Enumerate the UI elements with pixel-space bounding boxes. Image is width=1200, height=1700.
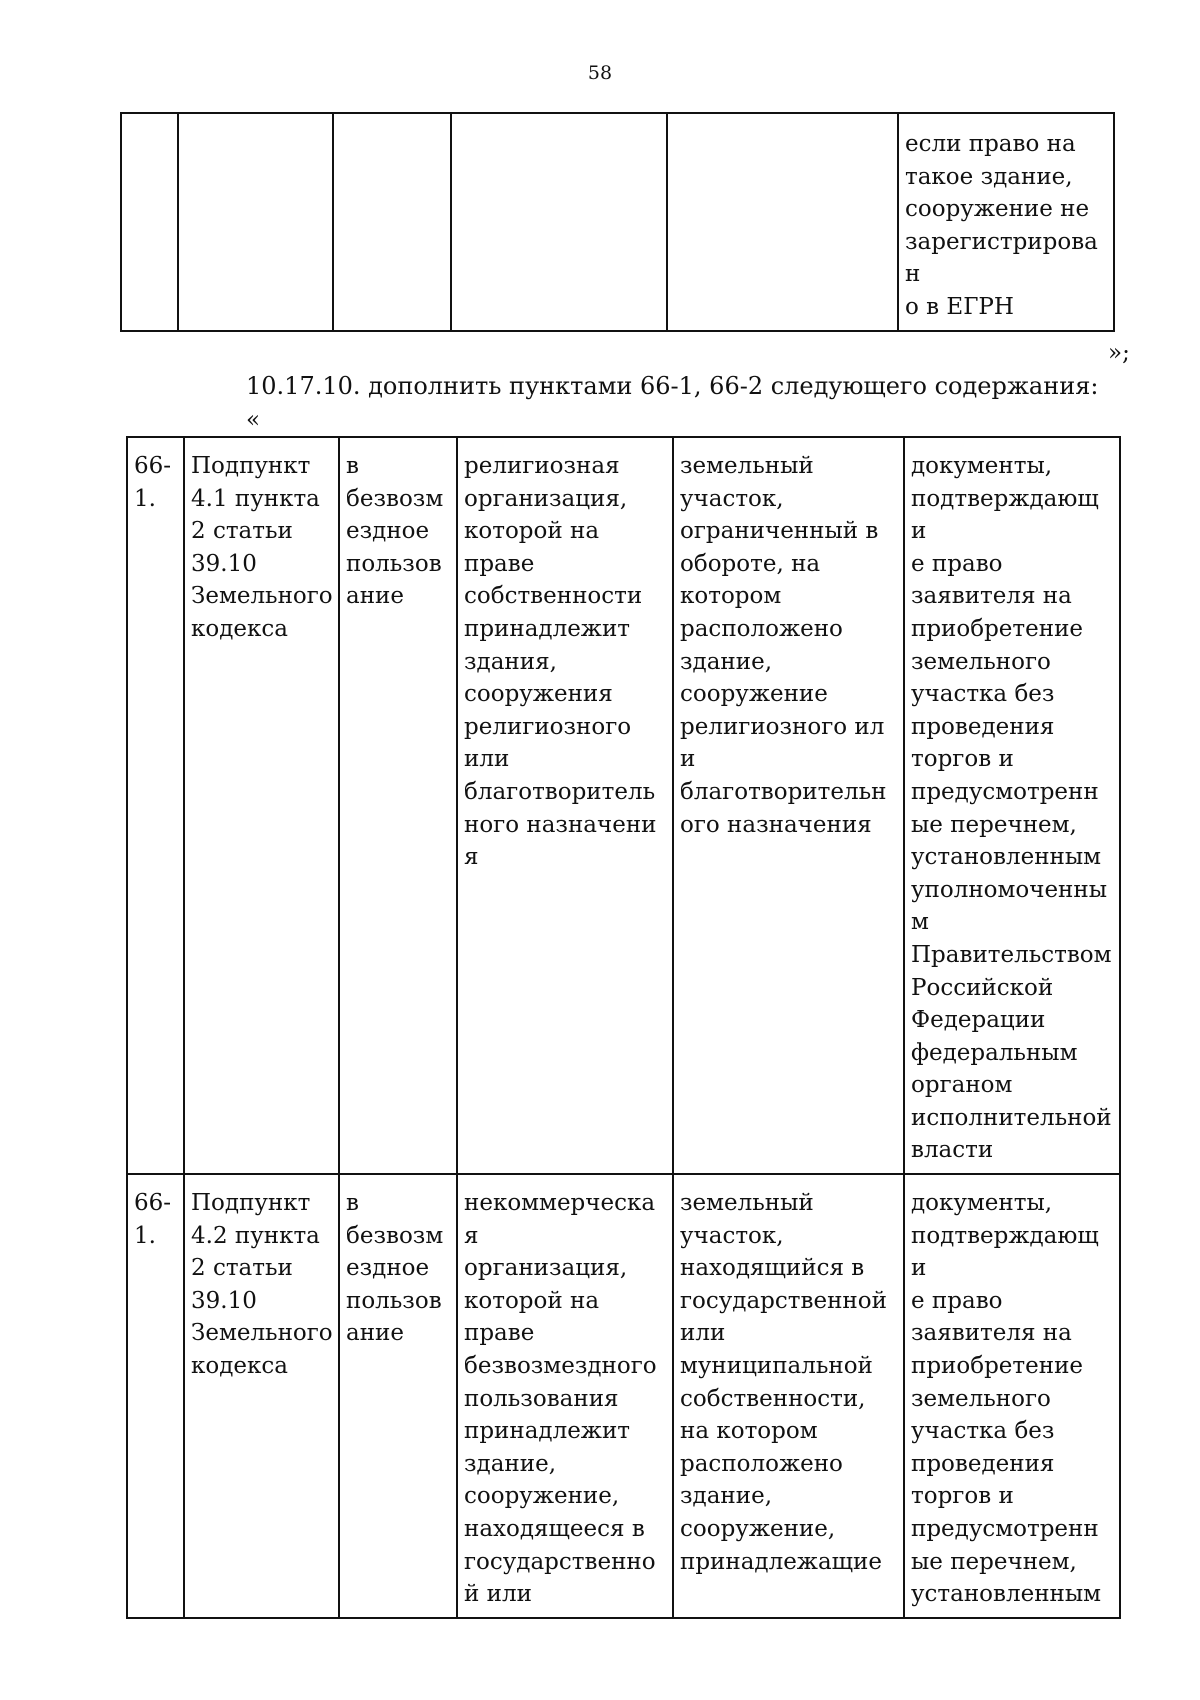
land-plot-cell bbox=[673, 1174, 904, 1618]
right-type-cell bbox=[339, 1174, 457, 1618]
empty-cell bbox=[667, 113, 898, 331]
cell-text: 66- 1. bbox=[134, 453, 172, 512]
amendment-instruction: 10.17.10. дополнить пунктами 66-1, 66-2 следующего содержания: bbox=[246, 372, 1099, 400]
cell-text: религиозная организация, которой на праве собственности принадлежит здания, сооружения религиозного или благотворитель ного назначения bbox=[464, 453, 657, 871]
documents-cell bbox=[904, 1174, 1120, 1618]
item-number-cell bbox=[127, 437, 184, 1174]
cell-text: Подпункт 4.2 пункта 2 статьи 39.10 Земельного кодекса bbox=[191, 1190, 333, 1380]
cell-text: в безвозм ездное пользов ание bbox=[346, 453, 444, 610]
empty-cell bbox=[121, 113, 178, 331]
table-row bbox=[127, 437, 1120, 1174]
table-row bbox=[127, 1174, 1120, 1618]
legal-basis-cell bbox=[184, 437, 339, 1174]
cell-text: земельный участок, находящийся в государственной или муниципальной собственности, на котором расположено здание, сооружение, принадлежащие bbox=[680, 1190, 887, 1575]
cell-text: земельный участок, ограниченный в обороте, на котором расположено здание, сооружение религиозного или благотворительн ого назначения bbox=[680, 453, 887, 838]
right-type-cell bbox=[339, 437, 457, 1174]
applicant-cell bbox=[457, 1174, 673, 1618]
empty-cell bbox=[178, 113, 333, 331]
cell-text: 66- 1. bbox=[134, 1190, 172, 1249]
table-row bbox=[121, 113, 1114, 331]
item-number-cell bbox=[127, 1174, 184, 1618]
page-number: 58 bbox=[587, 62, 613, 84]
cell-text: Подпункт 4.1 пункта 2 статьи 39.10 Земельного кодекса bbox=[191, 453, 333, 642]
amendment-table bbox=[126, 436, 1121, 1619]
cell-text: если право на такое здание, сооружение не зарегистрирован о в ЕГРН bbox=[905, 131, 1098, 320]
applicant-cell bbox=[457, 437, 673, 1174]
empty-cell bbox=[451, 113, 667, 331]
legal-basis-cell bbox=[184, 1174, 339, 1618]
cell-text: некоммерческая организация, которой на праве безвозмездного пользования принадлежит здание, сооружение, находящееся в государственно й или bbox=[464, 1190, 657, 1608]
continuation-table bbox=[120, 112, 1115, 332]
cell-text: документы, подтверждающи е право заявителя на приобретение земельного участка без проведения торгов и предусмотренн ые перечнем, установленным уполномоченны м Правительством Российской Федерации федеральным органом исполнительной власти bbox=[911, 453, 1112, 1164]
documents-cell bbox=[904, 437, 1120, 1174]
closing-quote: »; bbox=[1108, 340, 1130, 366]
opening-quote: « bbox=[246, 407, 261, 433]
empty-cell bbox=[333, 113, 451, 331]
land-plot-cell bbox=[673, 437, 904, 1174]
documents-cell bbox=[898, 113, 1114, 331]
cell-text: в безвозм ездное пользов ание bbox=[346, 1190, 444, 1347]
cell-text: документы, подтверждающи е право заявителя на приобретение земельного участка без проведения торгов и предусмотренн ые перечнем, установленным bbox=[911, 1190, 1102, 1608]
